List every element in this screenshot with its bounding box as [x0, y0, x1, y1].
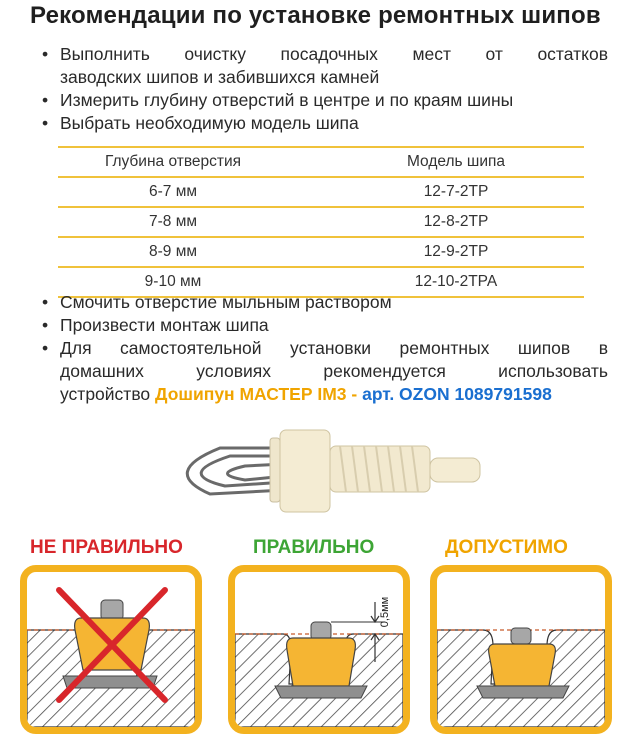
label-correct: ПРАВИЛЬНО [253, 537, 375, 558]
brand-link: Дошипун МАСТЕР IM3 [155, 384, 347, 404]
label-acceptable: ДОПУСТИМО [445, 537, 568, 558]
bullet-mount-text: Произвести монтаж шипа [60, 315, 269, 335]
table-header-row [58, 146, 584, 178]
panel-incorrect [20, 565, 202, 734]
panel-acceptable [430, 565, 612, 734]
bullet-select-text: Выбрать необходимую модель шипа [60, 113, 359, 133]
bullet-device [40, 337, 608, 406]
instructions-bottom [40, 291, 608, 406]
bullet-measure-text: Измерить глубину отверстий в центре и по краям шины [60, 90, 514, 110]
stud-model-table [58, 146, 584, 298]
cell-depth: 9-10 мм [144, 273, 202, 290]
table-row [58, 208, 584, 238]
bullet-device-line3 [60, 383, 608, 406]
cell-model: 12-9-2TP [423, 243, 489, 260]
cell-depth: 6-7 мм [148, 183, 198, 200]
bullet-clean-line2: заводских шипов и забившихся камней [60, 67, 380, 87]
bullet-device-line1: • Для самостоятельной установки ремонтных шипов в [60, 338, 608, 358]
header-model: Модель шипа [406, 153, 506, 170]
header-depth: Глубина отверстия [104, 153, 242, 170]
table-row [58, 238, 584, 268]
bullet-soap [40, 291, 608, 314]
bullet-device-line2: домашних условиях рекомендуется использовать [60, 361, 608, 381]
ozon-article: арт. OZON 1089791598 [362, 384, 552, 404]
cell-model: 12-10-2TPA [414, 273, 498, 290]
panel-correct [228, 565, 410, 734]
dimension-label: 0,5мм [379, 596, 391, 628]
page-title: Рекомендации по установке ремонтных шипов [30, 2, 601, 29]
cell-depth: 8-9 мм [148, 243, 198, 260]
bullet-soap-text: Смочить отверстие мыльным раствором [60, 292, 392, 312]
table-row [58, 178, 584, 208]
bullet-select [40, 112, 608, 135]
cell-depth: 7-8 мм [148, 213, 198, 230]
separator: - [346, 384, 363, 404]
bullet-clean [40, 43, 608, 89]
cell-model: 12-8-2TP [423, 213, 489, 230]
label-incorrect: НЕ ПРАВИЛЬНО [30, 537, 183, 558]
bullet-clean-line1: • Выполнить очистку посадочных мест от остатков [60, 44, 608, 64]
device-prefix: устройство [60, 384, 156, 404]
bullet-measure [40, 89, 608, 112]
cell-model: 12-7-2TP [423, 183, 489, 200]
stud-installer-tool-image [150, 412, 500, 522]
bullet-mount [40, 314, 608, 337]
instructions-top [40, 43, 608, 135]
